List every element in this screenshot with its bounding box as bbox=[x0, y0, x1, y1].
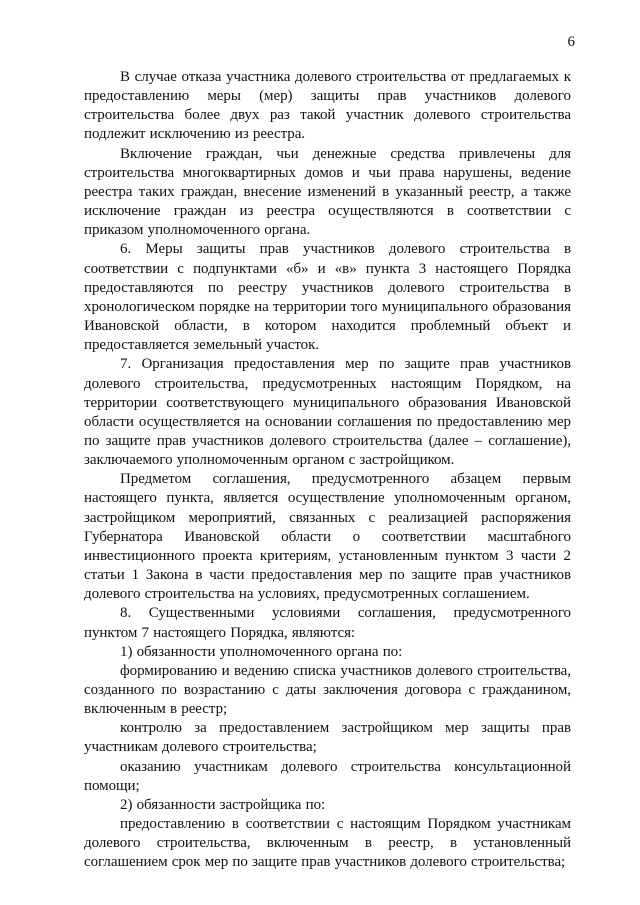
paragraph-developer-duties: 2) обязанности застройщика по: bbox=[120, 796, 326, 813]
page-number: 6 bbox=[567, 34, 575, 50]
paragraph-measures-provision: предоставлению в соответствии с настоящим Порядком участникам долевого строительства, включенным в реестр, в установленный соглашением срок мер по защите прав участников долевого строительства; bbox=[84, 816, 571, 871]
document-body bbox=[84, 68, 571, 873]
paragraph-item-6: 6. Меры защиты прав участников долевого строительства в соответствии с подпунктами «б» и «в» пункта 3 настоящего Порядка предоставляются по реестру участников долевого строительства в хронологическом порядке на территории того муниципального образования Ивановской области, в котором находится проблемный объект и предоставляется земельный участок. bbox=[84, 241, 571, 354]
paragraph-control: контролю за предоставлением застройщиком мер защиты прав участникам долевого строительства; bbox=[84, 720, 571, 756]
paragraph-refusal-exclusion: В случае отказа участника долевого строительства от предлагаемых к предоставлению меры (мер) защиты прав участников долевого строительства более двух раз такой участник долевого строительства подлежит исключению из реестра. bbox=[84, 69, 571, 143]
paragraph-consultation: оказанию участникам долевого строительства консультационной помощи; bbox=[84, 758, 571, 794]
paragraph-registry-inclusion: Включение граждан, чьи денежные средства привлечены для строительства многоквартирных домов и чьи права нарушены, ведение реестра таких граждан, внесение изменений в указанный реестр, а также исключение граждан из реестра осуществляются в соответствии с приказом уполномоченного органа. bbox=[84, 145, 571, 239]
paragraph-list-formation: формированию и ведению списка участников долевого строительства, созданного по возрастанию с даты заключения договора с гражданином, включенным в реестр; bbox=[84, 662, 571, 718]
paragraph-agreement-subject: Предметом соглашения, предусмотренного абзацем первым настоящего пункта, является осуществление уполномоченным органом, застройщиком мероприятий, связанных с реализацией распоряжения Губернатора Ивановской области о соответствии масштабного инвестиционного проекта критериям, установленным пунктом 3 части 2 статьи 1 Закона в части предоставления мер по защите прав участников долевого строительства на условиях, предусмотренных соглашением. bbox=[84, 471, 571, 603]
paragraph-item-7: 7. Организация предоставления мер по защите прав участников долевого строительства, предусмотренных настоящим Порядком, на территории соответствующего муниципального образования Ивановской области осуществляется на основании соглашения по предоставлению мер по защите прав участников долевого строительства (далее – соглашение), заключаемого уполномоченным органом с застройщиком. bbox=[84, 356, 571, 469]
paragraph-authority-duties: 1) обязанности уполномоченного органа по: bbox=[120, 643, 403, 660]
paragraph-item-8: 8. Существенными условиями соглашения, предусмотренного пунктом 7 настоящего Порядка, являются: bbox=[84, 605, 571, 641]
